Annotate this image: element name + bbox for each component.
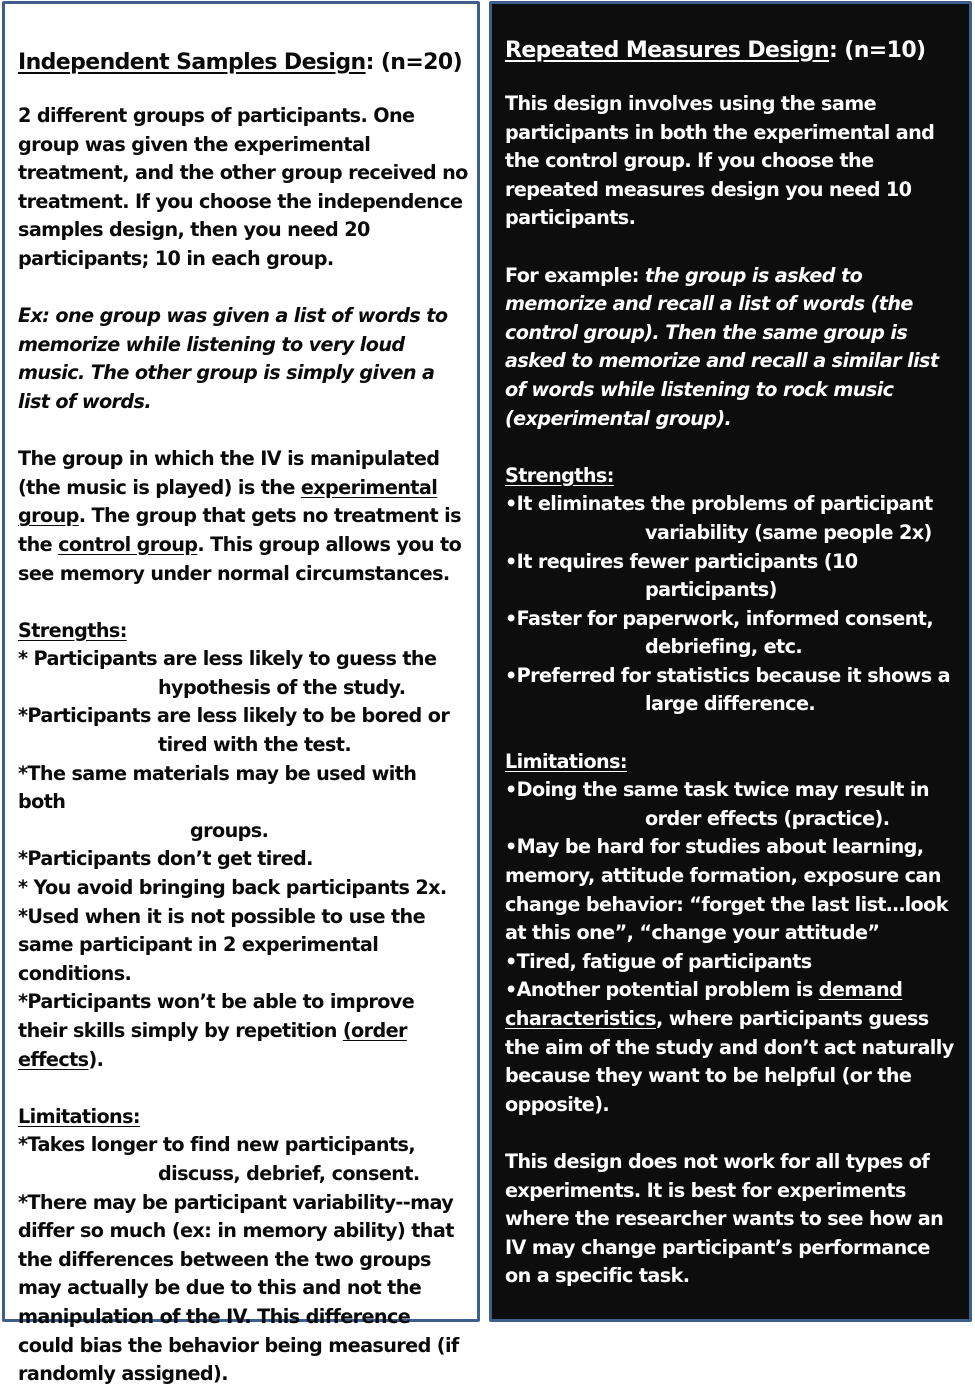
example-prefix: For example:: [505, 263, 645, 287]
list-item: [18, 702, 469, 759]
independent-samples-n: : (n=20): [365, 50, 463, 75]
repeated-measures-n: : (n=10): [829, 38, 926, 63]
independent-samples-groups: [18, 445, 469, 588]
repeated-strengths-list: [505, 490, 961, 719]
independent-samples-panel: [2, 1, 480, 1386]
repeated-measures-example: [505, 262, 961, 434]
independent-limitations-list: [18, 1131, 469, 1388]
independent-samples-content: [18, 48, 469, 1389]
limitation-line-continued: order effects (practice).: [645, 806, 890, 830]
repeated-limitations-list: [505, 776, 961, 1119]
strength-line: *The same materials may be used with both: [18, 761, 417, 814]
demand-characteristics-term: demand characteristics: [505, 978, 903, 1030]
independent-strengths-list: [18, 645, 469, 988]
list-item: * You avoid bringing back participants 2x.: [18, 876, 447, 900]
strength-line-continued: variability (same people 2x): [645, 520, 932, 544]
list-item: [18, 760, 469, 846]
strength-line-continued: large difference.: [645, 692, 816, 716]
independent-samples-title-label: Independent Samples Design: [18, 50, 366, 75]
strength-line-continued: debriefing, etc.: [645, 635, 803, 659]
list-item: *Used when it is not possible to use the same participant in 2 experimental conditions.: [18, 904, 425, 985]
repeated-strengths-heading: Strengths:: [505, 463, 614, 487]
groups-text-2: . The group that gets no treatment is the: [18, 504, 461, 556]
independent-samples-example: Ex: one group was given a list of words to memorize while listening to very loud music. The other group is simply given a list of words.: [18, 304, 448, 413]
list-item: [505, 490, 961, 547]
groups-text-3: . This group allows you to see memory under normal circumstances.: [18, 532, 462, 585]
list-item: [505, 605, 961, 662]
strength-line: •It eliminates the problems of participant: [505, 492, 933, 516]
strength-line: •Preferred for statistics because it shows a: [505, 663, 951, 687]
repeated-measures-panel: [489, 1, 972, 1322]
independent-samples-intro: 2 different groups of participants. One group was given the experimental treatment, and the other group received no treatment. If you choose the independence samples design, then you need 20 participants; 10 in each group.: [18, 104, 468, 270]
order-effects-text-1: *Participants won’t be able to improve their skills simply by repetition: [18, 990, 415, 1042]
control-group-term: control group: [58, 532, 198, 556]
order-effects-term: (order effects: [18, 1019, 407, 1071]
strength-line-continued: tired with the test.: [158, 733, 352, 757]
list-item: [505, 976, 961, 1119]
strength-line-continued: groups.: [190, 818, 269, 842]
list-item: [505, 776, 961, 833]
repeated-measures-closing: This design does not work for all types of experiments. It is best for experiments where the researcher wants to see how an IV may change participant’s performance on a specific task.: [505, 1149, 944, 1288]
groups-text-1: The group in which the IV is manipulated (the music is played) is the: [18, 447, 440, 499]
strength-line-continued: participants): [645, 578, 777, 602]
repeated-measures-title: [505, 36, 961, 66]
order-effects-text-2: ).: [88, 1047, 104, 1071]
strength-line: *Participants are less likely to be bored or: [18, 704, 450, 728]
limitation-line: *Takes longer to find new participants,: [18, 1133, 416, 1157]
independent-strength-order-effects: [18, 988, 469, 1074]
limitation-line-continued: discuss, debrief, consent.: [158, 1161, 420, 1185]
list-item: •Tired, fatigue of participants: [505, 949, 812, 973]
independent-samples-title: [18, 48, 469, 78]
independent-limitations-heading: Limitations:: [18, 1104, 140, 1128]
repeated-measures-content: [505, 36, 961, 1320]
repeated-measures-title-label: Repeated Measures Design: [505, 38, 829, 63]
strength-line: •Faster for paperwork, informed consent,: [505, 606, 934, 630]
list-item: *There may be participant variability--may differ so much (ex: in memory ability) that the differences between the two groups may actually be due to this and not the manipulation of the IV. This difference could bias the behavior being measured (if randomly assigned).: [18, 1190, 459, 1386]
list-item: [505, 662, 961, 719]
demand-text-2: , where participants guess the aim of the study and don’t act naturally because they want to be helpful (or the opposite).: [505, 1007, 954, 1116]
repeated-limitations-heading: Limitations:: [505, 749, 627, 773]
experimental-group-term: experimental group: [18, 475, 438, 528]
list-item: *Participants don’t get tired.: [18, 847, 313, 871]
strength-line: •It requires fewer participants (10: [505, 549, 858, 573]
repeated-measures-intro: This design involves using the same participants in both the experimental and the control group. If you choose the repeated measures design you need 10 participants.: [505, 92, 935, 230]
independent-strengths-heading: Strengths:: [18, 618, 127, 642]
list-item: [505, 548, 961, 605]
list-item: [18, 645, 469, 702]
list-item: •May be hard for studies about learning, memory, attitude formation, exposure can change behavior: “forget the last list…look at this one”, “change your attitude”: [505, 835, 948, 945]
list-item: [18, 1131, 469, 1188]
limitation-line: •Doing the same task twice may result in: [505, 778, 929, 802]
demand-text-1: •Another potential problem is: [505, 978, 819, 1002]
example-text: the group is asked to memorize and recall a list of words (the control group). Then the same group is asked to memorize and recall a similar list of words while listening to rock music (experimental group).: [505, 263, 939, 430]
strength-line: * Participants are less likely to guess the: [18, 647, 437, 671]
strength-line-continued: hypothesis of the study.: [158, 675, 406, 699]
